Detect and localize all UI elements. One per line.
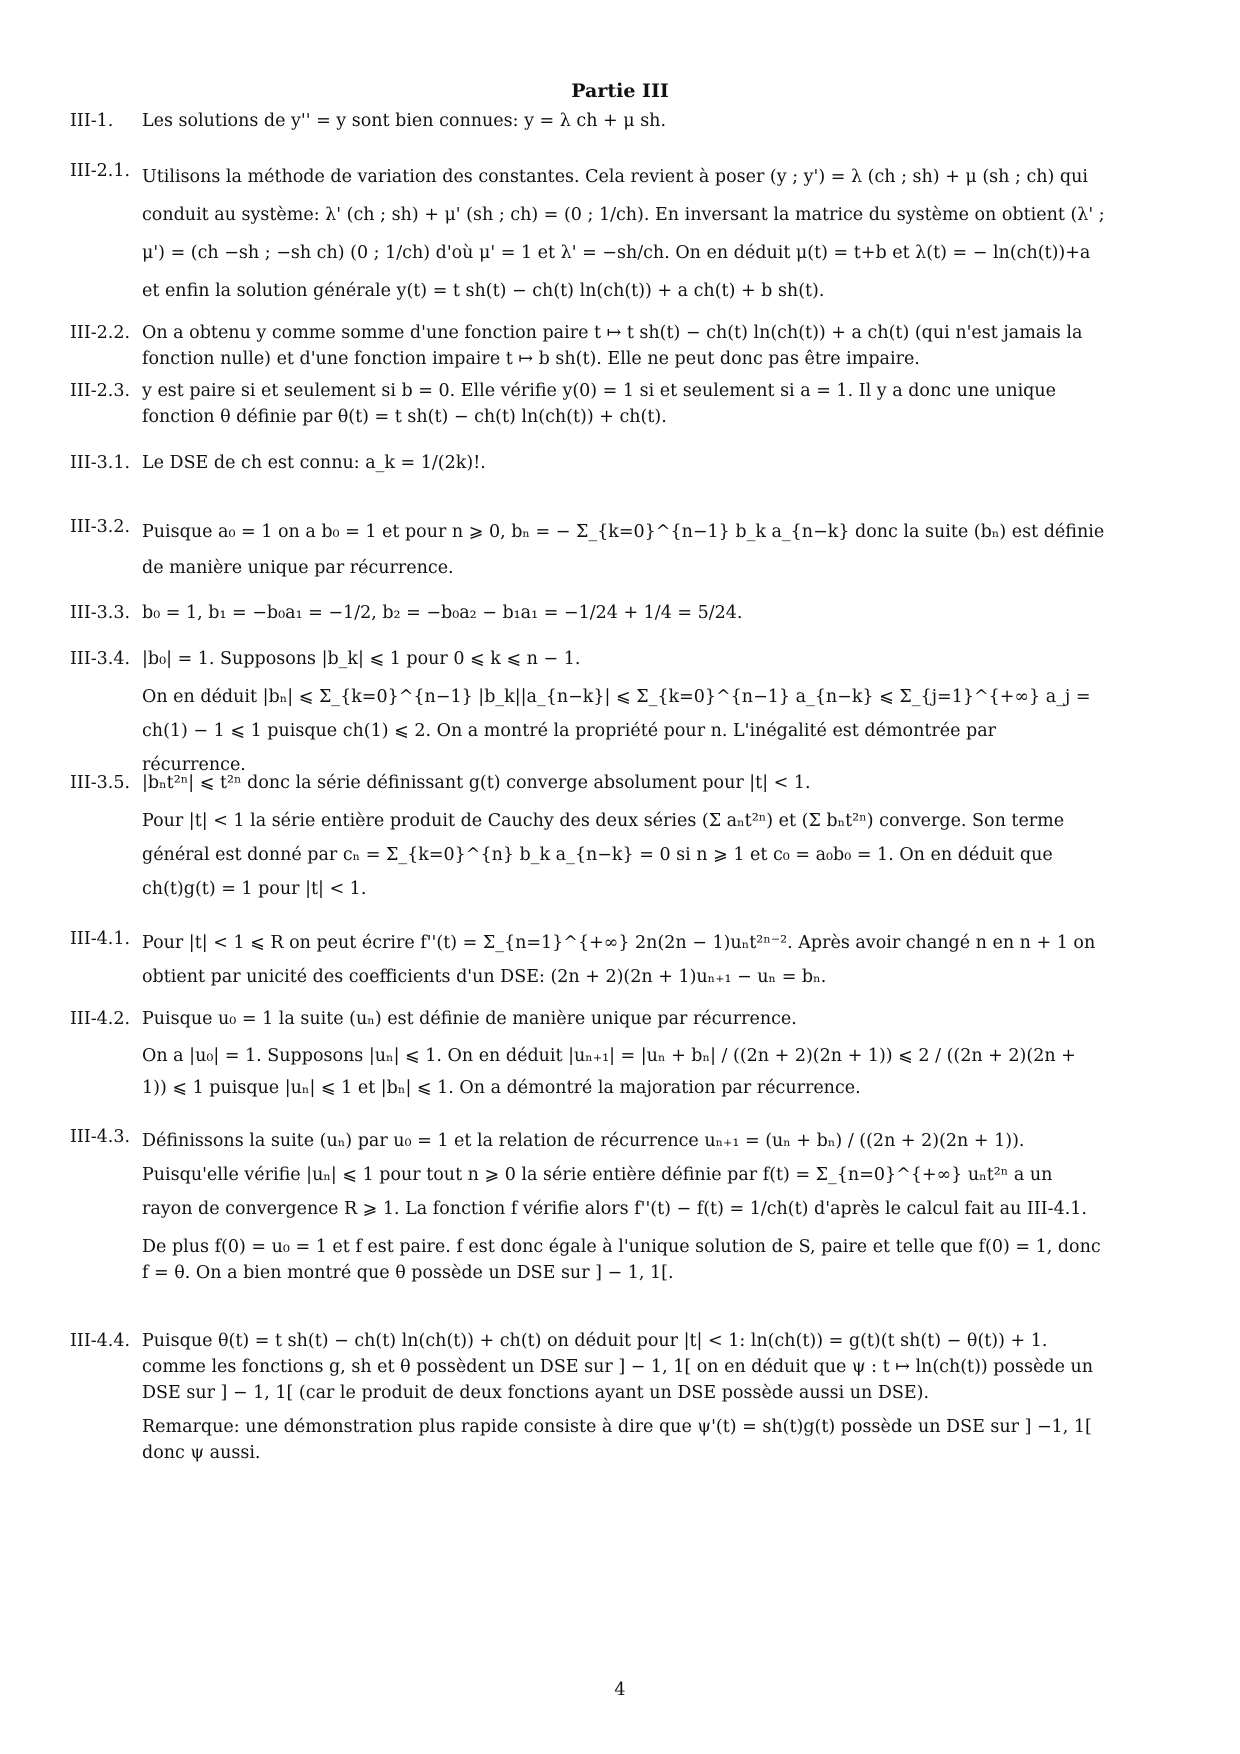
item-iii-2-2 xyxy=(70,320,1105,380)
item-label: III-2.2. xyxy=(70,323,131,343)
item-label: III-3.4. xyxy=(70,649,131,669)
item-label: III-2.1. xyxy=(70,161,131,181)
item-iii-2-1 xyxy=(70,158,1105,318)
item-iii-4-3 xyxy=(70,1124,1105,1294)
item-paragraph: Puisque a₀ = 1 on a b₀ = 1 et pour n ⩾ 0, bₙ = − Σ_{k=0}^{n−1} b_k a_{n−k} donc la suite (bₙ) est définie de manière unique par récurrence. xyxy=(142,522,1105,578)
item-label: III-4.4. xyxy=(70,1331,131,1351)
item-iii-4-1 xyxy=(70,926,1105,1002)
item-paragraph: Définissons la suite (uₙ) par u₀ = 1 et la relation de récurrence uₙ₊₁ = (uₙ + bₙ) / ((2n + 2)(2n + 1)). Puisqu'elle vérifie |uₙ| ⩽ 1 pour tout n ⩾ 0 la série entière définie par f(t) = Σ_{n=0}^{+∞} uₙt²ⁿ a un rayon de convergence R ⩾ 1. La fonction f vérifie alors f''(t) − f(t) = 1/ch(t) d'après le calcul fait au III-4.1. xyxy=(142,1131,1087,1219)
item-label: III-1. xyxy=(70,111,114,131)
item-paragraph: Le DSE de ch est connu: a_k = 1/(2k)!. xyxy=(142,453,486,473)
item-label: III-4.3. xyxy=(70,1127,131,1147)
item-paragraph: |bₙt²ⁿ| ⩽ t²ⁿ donc la série définissant g(t) converge absolument pour |t| < 1. xyxy=(142,773,811,793)
item-paragraph: Puisque u₀ = 1 la suite (uₙ) est définie de manière unique par récurrence. xyxy=(142,1009,797,1029)
item-iii-3-3 xyxy=(70,600,1105,634)
item-paragraph: On a |u₀| = 1. Supposons |uₙ| ⩽ 1. On en déduit |uₙ₊₁| = |uₙ + bₙ| / ((2n + 2)(2n + 1)) ⩽ 2 / ((2n + 2)(2n + 1)) ⩽ 1 puisque |uₙ| ⩽ 1 et |bₙ| ⩽ 1. On a démontré la majoration par récurrence. xyxy=(142,1046,1076,1098)
item-iii-1 xyxy=(70,108,1105,142)
item-paragraph: |b₀| = 1. Supposons |b_k| ⩽ 1 pour 0 ⩽ k ⩽ n − 1. xyxy=(142,649,581,669)
item-iii-3-2 xyxy=(70,514,1105,594)
item-label: III-4.2. xyxy=(70,1009,131,1029)
item-paragraph: On a obtenu y comme somme d'une fonction paire t ↦ t sh(t) − ch(t) ln(ch(t)) + a ch(t) (qui n'est jamais la fonction nulle) et d'une fonction impaire t ↦ b sh(t). Elle ne peut donc pas être impaire. xyxy=(142,323,1083,369)
item-iii-3-1 xyxy=(70,450,1105,484)
item-paragraph: On en déduit |bₙ| ⩽ Σ_{k=0}^{n−1} |b_k||a_{n−k}| ⩽ Σ_{k=0}^{n−1} a_{n−k} ⩽ Σ_{j=1}^{+∞} a_j = ch(1) − 1 ⩽ 1 puisque ch(1) ⩽ 2. On a montré la propriété pour n. L'inégalité est démontrée par récurrence. xyxy=(142,687,1091,775)
item-iii-3-5 xyxy=(70,770,1105,914)
item-label: III-3.1. xyxy=(70,453,131,473)
item-paragraph: y est paire si et seulement si b = 0. Elle vérifie y(0) = 1 si et seulement si a = 1. Il y a donc une unique fonction θ définie par θ(t) = t sh(t) − ch(t) ln(ch(t)) + ch(t). xyxy=(142,381,1057,427)
item-label: III-2.3. xyxy=(70,381,131,401)
item-label: III-3.5. xyxy=(70,773,131,793)
page-number: 4 xyxy=(614,1680,626,1700)
item-iii-4-2 xyxy=(70,1006,1105,1112)
item-label: III-4.1. xyxy=(70,929,131,949)
item-paragraph: De plus f(0) = u₀ = 1 et f est paire. f est donc égale à l'unique solution de S, paire et telle que f(0) = 1, donc f = θ. On a bien montré que θ possède un DSE sur ] − 1, 1[. xyxy=(142,1237,1101,1283)
page-title: Partie III xyxy=(571,80,669,102)
item-paragraph: Remarque: une démonstration plus rapide consiste à dire que ψ'(t) = sh(t)g(t) possède un DSE sur ] −1, 1[ donc ψ aussi. xyxy=(142,1417,1092,1463)
item-paragraph: Les solutions de y'' = y sont bien connues: y = λ ch + μ sh. xyxy=(142,111,667,131)
item-paragraph: Pour |t| < 1 ⩽ R on peut écrire f''(t) = Σ_{n=1}^{+∞} 2n(2n − 1)uₙt²ⁿ⁻². Après avoir changé n en n + 1 on obtient par unicité des coefficients d'un DSE: (2n + 2)(2n + 1)uₙ₊₁ − uₙ = bₙ. xyxy=(142,933,1096,987)
item-paragraph: Pour |t| < 1 la série entière produit de Cauchy des deux séries (Σ aₙt²ⁿ) et (Σ bₙt²ⁿ) converge. Son terme général est donné par cₙ = Σ_{k=0}^{n} b_k a_{n−k} = 0 si n ⩾ 1 et c₀ = a₀b₀ = 1. On en déduit que ch(t)g(t) = 1 pour |t| < 1. xyxy=(142,811,1065,899)
item-iii-3-4 xyxy=(70,646,1105,790)
item-iii-2-3 xyxy=(70,378,1105,438)
item-paragraph: Utilisons la méthode de variation des constantes. Cela revient à poser (y ; y') = λ (ch ; sh) + μ (sh ; ch) qui conduit au système: λ' (ch ; sh) + μ' (sh ; ch) = (0 ; 1/ch). En inversant la matrice du système on obtient (λ' ; μ') = (ch −sh ; −sh ch) (0 ; 1/ch) d'où μ' = 1 et λ' = −sh/ch. On en déduit μ(t) = t+b et λ(t) = − ln(ch(t))+a et enfin la solution générale y(t) = t sh(t) − ch(t) ln(ch(t)) + a ch(t) + b sh(t). xyxy=(142,167,1105,301)
item-paragraph: b₀ = 1, b₁ = −b₀a₁ = −1/2, b₂ = −b₀a₂ − b₁a₁ = −1/24 + 1/4 = 5/24. xyxy=(142,603,743,623)
item-label: III-3.3. xyxy=(70,603,131,623)
item-paragraph: Puisque θ(t) = t sh(t) − ch(t) ln(ch(t)) + ch(t) on déduit pour |t| < 1: ln(ch(t)) = g(t)(t sh(t) − θ(t)) + 1. comme les fonctions g, sh et θ possèdent un DSE sur ] − 1, 1[ on en déduit que ψ : t ↦ ln(ch(t)) possède un DSE sur ] − 1, 1[ (car le produit de deux fonctions ayant un DSE possède aussi un DSE). xyxy=(142,1331,1094,1403)
item-iii-4-4 xyxy=(70,1328,1105,1474)
item-label: III-3.2. xyxy=(70,517,131,537)
